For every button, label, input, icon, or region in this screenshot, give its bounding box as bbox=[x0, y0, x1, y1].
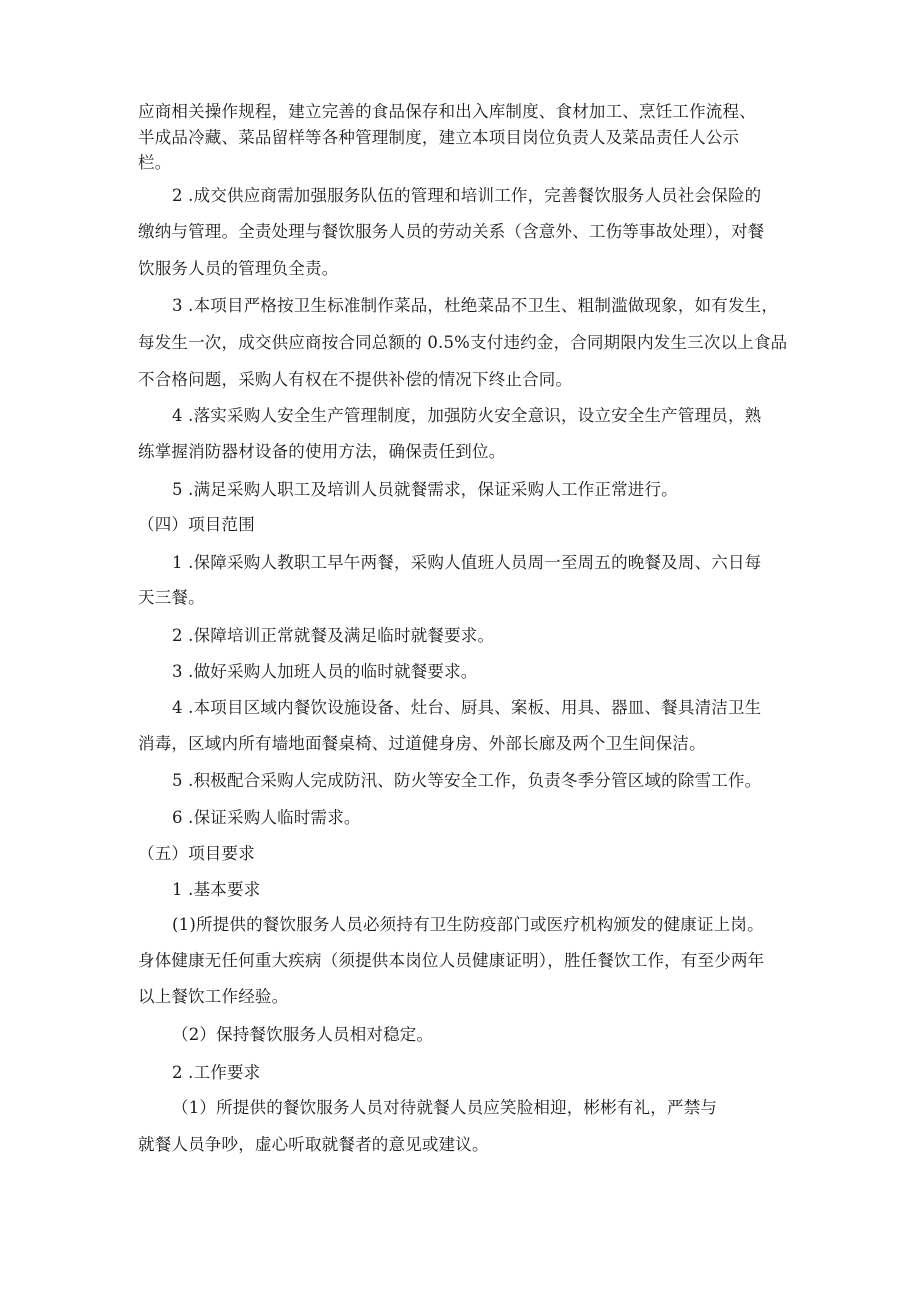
text-line: 饮服务人员的管理负全责。 bbox=[138, 259, 339, 278]
text-line: 以上餐饮工作经验。 bbox=[138, 987, 289, 1006]
text-line: 2 .保障培训正常就餐及满足临时就餐要求。 bbox=[172, 626, 495, 645]
text-line: 身体健康无任何重大疾病（须提供本岗位人员健康证明），胜任餐饮工作，有至少两年 bbox=[138, 951, 765, 970]
text-line: 天三餐。 bbox=[138, 588, 205, 607]
text-line: 4 .本项目区域内餐饮设施设备、灶台、厨具、案板、用具、器皿、餐具清洁卫生 bbox=[172, 698, 762, 717]
text-line: 4 .落实采购人安全生产管理制度，加强防火安全意识，设立安全生产管理员，熟 bbox=[172, 406, 762, 425]
text-line: 2 .成交供应商需加强服务队伍的管理和培训工作，完善餐饮服务人员社会保险的 bbox=[172, 186, 762, 205]
text-line: 练掌握消防器材设备的使用方法，确保责任到位。 bbox=[138, 442, 506, 461]
text-line: 5 .积极配合采购人完成防汛、防火等安全工作，负责冬季分管区域的除雪工作。 bbox=[172, 771, 762, 790]
text-line: 1 .基本要求 bbox=[172, 880, 261, 899]
section-heading: （四）项目范围 bbox=[138, 515, 255, 534]
text-line: 6 .保证采购人临时需求。 bbox=[172, 808, 361, 827]
text-line: 3 .做好采购人加班人员的临时就餐要求。 bbox=[172, 662, 478, 681]
text-line: 就餐人员争吵，虚心听取就餐者的意见或建议。 bbox=[138, 1135, 489, 1154]
text-line: 5 .满足采购人职工及培训人员就餐需求，保证采购人工作正常进行。 bbox=[172, 480, 678, 499]
text-line: 2 .工作要求 bbox=[172, 1063, 261, 1082]
text-line: （1）所提供的餐饮服务人员对待就餐人员应笑脸相迎，彬彬有礼，严禁与 bbox=[172, 1098, 718, 1117]
text-line: 半成品冷藏、菜品留样等各种管理制度，建立本项目岗位负责人及菜品责任人公示 bbox=[138, 128, 740, 147]
text-line: 缴纳与管理。全责处理与餐饮服务人员的劳动关系（含意外、工伤等事故处理），对餐 bbox=[138, 222, 765, 241]
text-line: （2）保持餐饮服务人员相对稳定。 bbox=[172, 1025, 434, 1044]
text-line: 3 .本项目严格按卫生标准制作菜品，杜绝菜品不卫生、粗制滥做现象，如有发生， bbox=[172, 296, 779, 315]
text-line: (1)所提供的餐饮服务人员必须持有卫生防疫部门或医疗机构颁发的健康证上岗。 bbox=[172, 915, 764, 934]
text-line: 应商相关操作规程，建立完善的食品保存和出入库制度、食材加工、烹饪工作流程、 bbox=[138, 102, 756, 121]
text-line: 每发生一次，成交供应商按合同总额的 0.5%支付违约金，合同期限内发生三次以上食品 bbox=[138, 333, 788, 352]
section-heading: （五）项目要求 bbox=[138, 844, 255, 863]
text-line: 不合格问题，采购人有权在不提供补偿的情况下终止合同。 bbox=[138, 370, 573, 389]
text-line: 1 .保障采购人教职工早午两餐，采购人值班人员周一至周五的晚餐及周、六日每 bbox=[172, 553, 762, 572]
text-line: 消毒，区域内所有墙地面餐桌椅、过道健身房、外部长廊及两个卫生间保洁。 bbox=[138, 734, 706, 753]
text-line: 栏。 bbox=[138, 153, 172, 172]
